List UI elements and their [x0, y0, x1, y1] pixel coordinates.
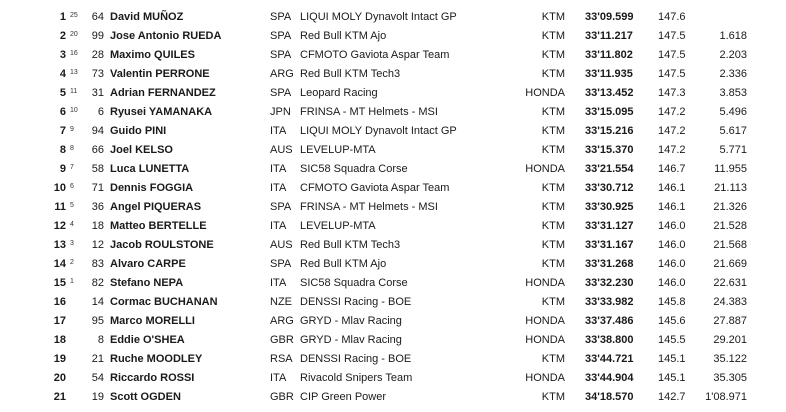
avg-speed-cell: 145.5 [658, 334, 686, 346]
team-cell: LIQUI MOLY Dynavolt Intact GP [300, 125, 457, 137]
team-cell: Red Bull KTM Tech3 [300, 239, 401, 251]
nation-cell: ITA [270, 163, 287, 175]
position-cell: 17 [53, 315, 66, 327]
points-cell: 7 [70, 164, 74, 171]
rider-name-cell: Guido PINI [110, 125, 167, 137]
result-row [0, 8, 786, 27]
position-cell: 20 [53, 372, 66, 384]
result-row [0, 179, 786, 198]
avg-speed-cell: 145.1 [658, 372, 686, 384]
result-row [0, 46, 786, 65]
race-time-cell: 33'31.268 [585, 258, 634, 270]
points-cell: 13 [70, 69, 78, 76]
result-row [0, 160, 786, 179]
nation-cell: AUS [270, 239, 293, 251]
nation-cell: SPA [270, 87, 292, 99]
nation-cell: ITA [270, 182, 287, 194]
avg-speed-cell: 147.2 [658, 144, 686, 156]
nation-cell: ITA [270, 277, 287, 289]
points-cell: 8 [70, 145, 74, 152]
result-row [0, 331, 786, 350]
position-cell: 12 [53, 220, 66, 232]
manufacturer-cell: HONDA [525, 334, 565, 346]
result-row [0, 236, 786, 255]
race-time-cell: 33'37.486 [585, 315, 634, 327]
points-cell: 16 [70, 50, 78, 57]
results-table [0, 8, 786, 407]
points-cell: 11 [70, 88, 78, 95]
gap-cell: 35.122 [713, 353, 747, 365]
result-row [0, 84, 786, 103]
manufacturer-cell: KTM [541, 258, 565, 270]
team-cell: Red Bull KTM Ajo [300, 258, 387, 270]
gap-cell: 27.887 [713, 315, 747, 327]
nation-cell: JPN [270, 106, 291, 118]
avg-speed-cell: 146.0 [658, 277, 686, 289]
position-cell: 2 [59, 30, 66, 42]
points-cell: 25 [70, 12, 78, 19]
gap-cell: 21.113 [714, 182, 747, 194]
rider-number-cell: 83 [91, 258, 104, 270]
manufacturer-cell: KTM [541, 30, 565, 42]
avg-speed-cell: 145.1 [658, 353, 686, 365]
race-time-cell: 33'30.925 [585, 201, 634, 213]
rider-name-cell: Joel KELSO [110, 144, 173, 156]
manufacturer-cell: KTM [541, 11, 565, 23]
nation-cell: GBR [270, 334, 294, 346]
position-cell: 14 [53, 258, 66, 270]
team-cell: SIC58 Squadra Corse [300, 277, 408, 289]
rider-name-cell: Scott OGDEN [110, 391, 181, 403]
result-row [0, 122, 786, 141]
gap-cell: 11.955 [714, 163, 747, 175]
team-cell: Rivacold Snipers Team [300, 372, 413, 384]
manufacturer-cell: KTM [541, 125, 565, 137]
rider-number-cell: 95 [91, 315, 104, 327]
avg-speed-cell: 145.8 [658, 296, 686, 308]
manufacturer-cell: HONDA [525, 315, 565, 327]
points-cell: 6 [70, 183, 74, 190]
manufacturer-cell: HONDA [525, 277, 565, 289]
race-time-cell: 33'13.452 [585, 87, 634, 99]
points-cell: 3 [70, 240, 74, 247]
team-cell: GRYD - Mlav Racing [300, 334, 402, 346]
gap-cell: 21.528 [713, 220, 747, 232]
nation-cell: SPA [270, 30, 292, 42]
points-cell: 4 [70, 221, 74, 228]
race-time-cell: 33'31.127 [585, 220, 634, 232]
gap-cell: 21.326 [713, 201, 747, 213]
position-cell: 21 [53, 391, 66, 403]
result-row [0, 198, 786, 217]
manufacturer-cell: KTM [541, 106, 565, 118]
position-cell: 4 [59, 68, 66, 80]
rider-name-cell: Maximo QUILES [110, 49, 195, 61]
nation-cell: GBR [270, 391, 294, 403]
result-row [0, 388, 786, 407]
nation-cell: ARG [270, 68, 294, 80]
result-row [0, 141, 786, 160]
rider-name-cell: Eddie O'SHEA [110, 334, 185, 346]
nation-cell: RSA [270, 353, 293, 365]
team-cell: CFMOTO Gaviota Aspar Team [300, 182, 450, 194]
points-cell: 1 [70, 278, 74, 285]
rider-name-cell: Jacob ROULSTONE [110, 239, 214, 251]
team-cell: CIP Green Power [300, 391, 387, 403]
race-time-cell: 33'09.599 [585, 11, 634, 23]
race-time-cell: 33'11.802 [585, 49, 633, 61]
rider-name-cell: Matteo BERTELLE [110, 220, 207, 232]
gap-cell: 24.383 [713, 296, 747, 308]
rider-number-cell: 6 [97, 106, 104, 118]
position-cell: 10 [53, 182, 66, 194]
team-cell: FRINSA - MT Helmets - MSI [300, 106, 438, 118]
nation-cell: ITA [270, 220, 287, 232]
gap-cell: 21.669 [713, 258, 747, 270]
position-cell: 1 [59, 11, 66, 23]
position-cell: 18 [53, 334, 66, 346]
avg-speed-cell: 146.0 [658, 258, 686, 270]
result-row [0, 312, 786, 331]
manufacturer-cell: HONDA [525, 87, 565, 99]
manufacturer-cell: KTM [541, 391, 565, 403]
manufacturer-cell: KTM [541, 49, 565, 61]
position-cell: 9 [59, 163, 66, 175]
rider-name-cell: Valentin PERRONE [110, 68, 210, 80]
rider-name-cell: Riccardo ROSSI [110, 372, 195, 384]
position-cell: 5 [59, 87, 66, 99]
avg-speed-cell: 147.2 [658, 125, 686, 137]
rider-number-cell: 14 [91, 296, 104, 308]
result-row [0, 217, 786, 236]
rider-number-cell: 36 [91, 201, 104, 213]
team-cell: DENSSI Racing - BOE [300, 296, 412, 308]
points-cell: 5 [70, 202, 74, 209]
nation-cell: SPA [270, 49, 292, 61]
position-cell: 3 [59, 49, 66, 61]
manufacturer-cell: KTM [541, 144, 565, 156]
position-cell: 13 [53, 239, 66, 251]
gap-cell: 29.201 [713, 334, 747, 346]
rider-number-cell: 18 [91, 220, 104, 232]
team-cell: LEVELUP-MTA [300, 220, 376, 232]
manufacturer-cell: KTM [541, 68, 565, 80]
result-row [0, 274, 786, 293]
avg-speed-cell: 145.6 [658, 315, 686, 327]
team-cell: LEVELUP-MTA [300, 144, 376, 156]
gap-cell: 5.771 [719, 144, 747, 156]
points-cell: 20 [70, 31, 78, 38]
nation-cell: SPA [270, 201, 292, 213]
position-cell: 6 [59, 106, 66, 118]
race-time-cell: 33'11.217 [585, 30, 633, 42]
nation-cell: ITA [270, 125, 287, 137]
gap-cell: 3.853 [719, 87, 747, 99]
manufacturer-cell: HONDA [525, 163, 565, 175]
rider-number-cell: 82 [91, 277, 104, 289]
rider-name-cell: Dennis FOGGIA [110, 182, 194, 194]
race-time-cell: 33'33.982 [585, 296, 634, 308]
gap-cell: 5.617 [719, 125, 747, 137]
rider-number-cell: 21 [91, 353, 104, 365]
result-row [0, 369, 786, 388]
team-cell: SIC58 Squadra Corse [300, 163, 408, 175]
race-time-cell: 33'31.167 [585, 239, 634, 251]
rider-number-cell: 31 [91, 87, 104, 99]
rider-name-cell: Ruche MOODLEY [110, 353, 203, 365]
manufacturer-cell: HONDA [525, 372, 565, 384]
rider-name-cell: Stefano NEPA [110, 277, 184, 289]
team-cell: FRINSA - MT Helmets - MSI [300, 201, 438, 213]
manufacturer-cell: KTM [541, 353, 565, 365]
nation-cell: ARG [270, 315, 294, 327]
nation-cell: SPA [270, 11, 292, 23]
race-time-cell: 33'15.370 [585, 144, 634, 156]
rider-number-cell: 66 [91, 144, 104, 156]
race-time-cell: 33'38.800 [585, 334, 634, 346]
manufacturer-cell: KTM [541, 220, 565, 232]
rider-number-cell: 73 [91, 68, 104, 80]
rider-number-cell: 71 [91, 182, 104, 194]
rider-number-cell: 12 [91, 239, 104, 251]
rider-name-cell: Jose Antonio RUEDA [110, 30, 222, 42]
points-cell: 9 [70, 126, 74, 133]
avg-speed-cell: 146.1 [658, 182, 686, 194]
race-time-cell: 33'44.721 [585, 353, 634, 365]
gap-cell: 2.336 [719, 68, 747, 80]
team-cell: Red Bull KTM Ajo [300, 30, 387, 42]
avg-speed-cell: 146.0 [658, 220, 686, 232]
rider-name-cell: Angel PIQUERAS [110, 201, 202, 213]
team-cell: Red Bull KTM Tech3 [300, 68, 401, 80]
manufacturer-cell: KTM [541, 296, 565, 308]
rider-name-cell: David MUÑOZ [110, 11, 184, 23]
result-row [0, 103, 786, 122]
rider-name-cell: Alvaro CARPE [110, 258, 186, 270]
nation-cell: ITA [270, 372, 287, 384]
avg-speed-cell: 147.5 [658, 68, 686, 80]
result-row [0, 27, 786, 46]
race-time-cell: 33'21.554 [585, 163, 634, 175]
rider-number-cell: 94 [91, 125, 104, 137]
manufacturer-cell: KTM [541, 239, 565, 251]
gap-cell: 1.618 [719, 30, 747, 42]
rider-number-cell: 64 [91, 11, 104, 23]
position-cell: 11 [54, 201, 66, 213]
rider-number-cell: 28 [91, 49, 104, 61]
rider-number-cell: 99 [91, 30, 104, 42]
race-time-cell: 33'15.095 [585, 106, 634, 118]
gap-cell: 22.631 [713, 277, 747, 289]
rider-number-cell: 8 [97, 334, 104, 346]
race-time-cell: 33'30.712 [585, 182, 634, 194]
team-cell: LIQUI MOLY Dynavolt Intact GP [300, 11, 457, 23]
avg-speed-cell: 147.2 [658, 106, 686, 118]
gap-cell: 5.496 [719, 106, 747, 118]
avg-speed-cell: 147.5 [658, 30, 686, 42]
position-cell: 19 [53, 353, 66, 365]
race-time-cell: 33'44.904 [585, 372, 634, 384]
team-cell: CFMOTO Gaviota Aspar Team [300, 49, 450, 61]
race-time-cell: 34'18.570 [585, 391, 634, 403]
race-time-cell: 33'11.935 [585, 68, 633, 80]
team-cell: Leopard Racing [300, 87, 378, 99]
race-time-cell: 33'32.230 [585, 277, 634, 289]
result-row [0, 293, 786, 312]
gap-cell: 2.203 [719, 49, 747, 61]
avg-speed-cell: 147.5 [658, 49, 686, 61]
team-cell: GRYD - Mlav Racing [300, 315, 402, 327]
manufacturer-cell: KTM [541, 201, 565, 213]
rider-name-cell: Cormac BUCHANAN [110, 296, 218, 308]
position-cell: 15 [53, 277, 66, 289]
manufacturer-cell: KTM [541, 182, 565, 194]
rider-name-cell: Adrian FERNANDEZ [110, 87, 216, 99]
position-cell: 16 [53, 296, 66, 308]
result-row [0, 65, 786, 84]
nation-cell: SPA [270, 258, 292, 270]
avg-speed-cell: 147.3 [658, 87, 686, 99]
avg-speed-cell: 142.7 [658, 391, 686, 403]
nation-cell: AUS [270, 144, 293, 156]
result-row [0, 255, 786, 274]
avg-speed-cell: 147.6 [658, 11, 686, 23]
position-cell: 7 [59, 125, 66, 137]
rider-number-cell: 19 [91, 391, 104, 403]
nation-cell: NZE [270, 296, 292, 308]
gap-cell: 35.305 [713, 372, 747, 384]
rider-number-cell: 54 [91, 372, 104, 384]
avg-speed-cell: 146.0 [658, 239, 686, 251]
team-cell: DENSSI Racing - BOE [300, 353, 412, 365]
avg-speed-cell: 146.1 [658, 201, 686, 213]
rider-name-cell: Luca LUNETTA [110, 163, 190, 175]
points-cell: 2 [70, 259, 74, 266]
gap-cell: 1'08.971 [705, 391, 747, 403]
rider-name-cell: Marco MORELLI [110, 315, 195, 327]
gap-cell: 21.568 [713, 239, 747, 251]
rider-name-cell: Ryusei YAMANAKA [110, 106, 213, 118]
points-cell: 10 [70, 107, 78, 114]
rider-number-cell: 58 [91, 163, 104, 175]
position-cell: 8 [59, 144, 66, 156]
race-time-cell: 33'15.216 [585, 125, 634, 137]
avg-speed-cell: 146.7 [658, 163, 686, 175]
result-row [0, 350, 786, 369]
